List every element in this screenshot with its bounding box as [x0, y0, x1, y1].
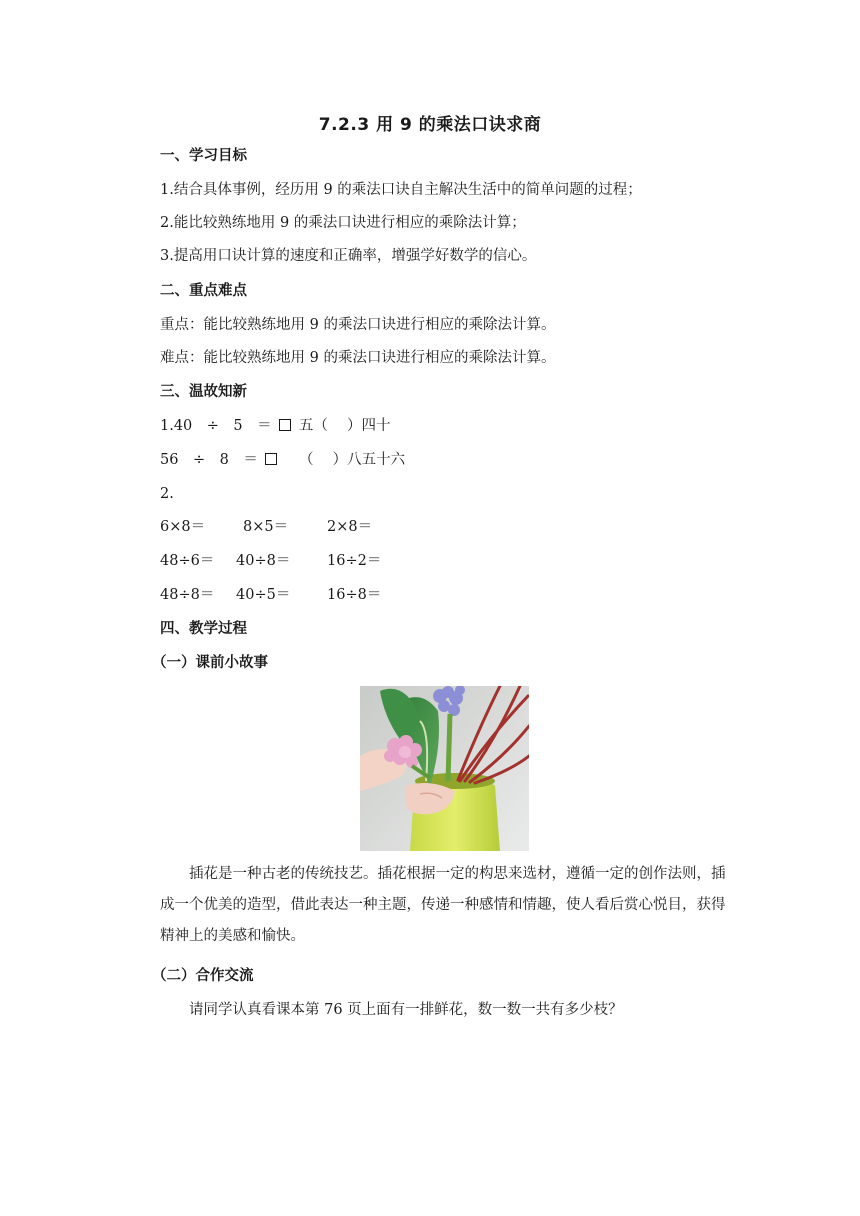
exercise-cell: 8×5＝ [243, 519, 289, 535]
exercise-cell: 2×8＝ [327, 519, 373, 535]
exercise-cell: 16÷8＝ [327, 587, 382, 603]
multiplication-rhyme: （ ）八五十六 [299, 452, 406, 468]
subsection-heading-story: （一）课前小故事 [152, 655, 268, 671]
section-heading-key-points: 二、重点难点 [160, 283, 247, 299]
key-point-text: 重点：能比较熟练地用 9 的乘法口诀进行相应的乘除法计算。 [160, 317, 556, 333]
review-question-1b [160, 450, 405, 470]
section-heading-objectives: 一、学习目标 [160, 148, 247, 164]
exercise-cell: 16÷2＝ [327, 553, 382, 569]
objective-item-3: 3.提高用口诀计算的速度和正确率，增强学好数学的信心。 [160, 248, 537, 264]
division-expression: 1.40 ÷ 5 ＝ [160, 418, 272, 434]
flower-arrangement-illustration [360, 686, 529, 851]
story-paragraph: 插花是一种古老的传统技艺。插花根据一定的构思来选材，遵循一定的创作法则，插成一个优美的造型，借此表达一种主题，传递一种感情和情趣，使人看后赏心悦目，获得精神上的美感和愉快。 [160, 866, 726, 944]
review-question-1a [160, 416, 391, 436]
multiplication-rhyme: 五（ ）四十 [298, 418, 391, 434]
exercise-cell: 48÷8＝ [160, 587, 215, 603]
exercise-cell: 6×8＝ [160, 519, 206, 535]
exercise-cell: 40÷8＝ [236, 553, 291, 569]
section-heading-teaching-process: 四、教学过程 [160, 621, 247, 637]
division-expression: 56 ÷ 8 ＝ [160, 452, 258, 468]
section-heading-review: 三、温故知新 [160, 384, 247, 400]
review-question-2-label: 2. [160, 486, 174, 502]
answer-box[interactable] [265, 453, 277, 465]
exercise-cell: 48÷6＝ [160, 553, 215, 569]
subsection-heading-cooperation: （二）合作交流 [152, 968, 254, 984]
flower-arrangement-photo [360, 686, 529, 851]
objective-item-1: 1.结合具体事例，经历用 9 的乘法口诀自主解决生活中的简单问题的过程； [160, 182, 642, 198]
exercise-cell: 40÷5＝ [236, 587, 291, 603]
cooperation-paragraph: 请同学认真看课本第 76 页上面有一排鲜花，数一数一共有多少枝？ [189, 1002, 623, 1018]
objective-item-2: 2.能比较熟练地用 9 的乘法口诀进行相应的乘除法计算； [160, 215, 526, 231]
answer-box[interactable] [279, 419, 291, 431]
page-title: 7.2.3 用 9 的乘法口诀求商 [318, 115, 542, 135]
difficult-point-text: 难点：能比较熟练地用 9 的乘法口诀进行相应的乘除法计算。 [160, 350, 556, 366]
